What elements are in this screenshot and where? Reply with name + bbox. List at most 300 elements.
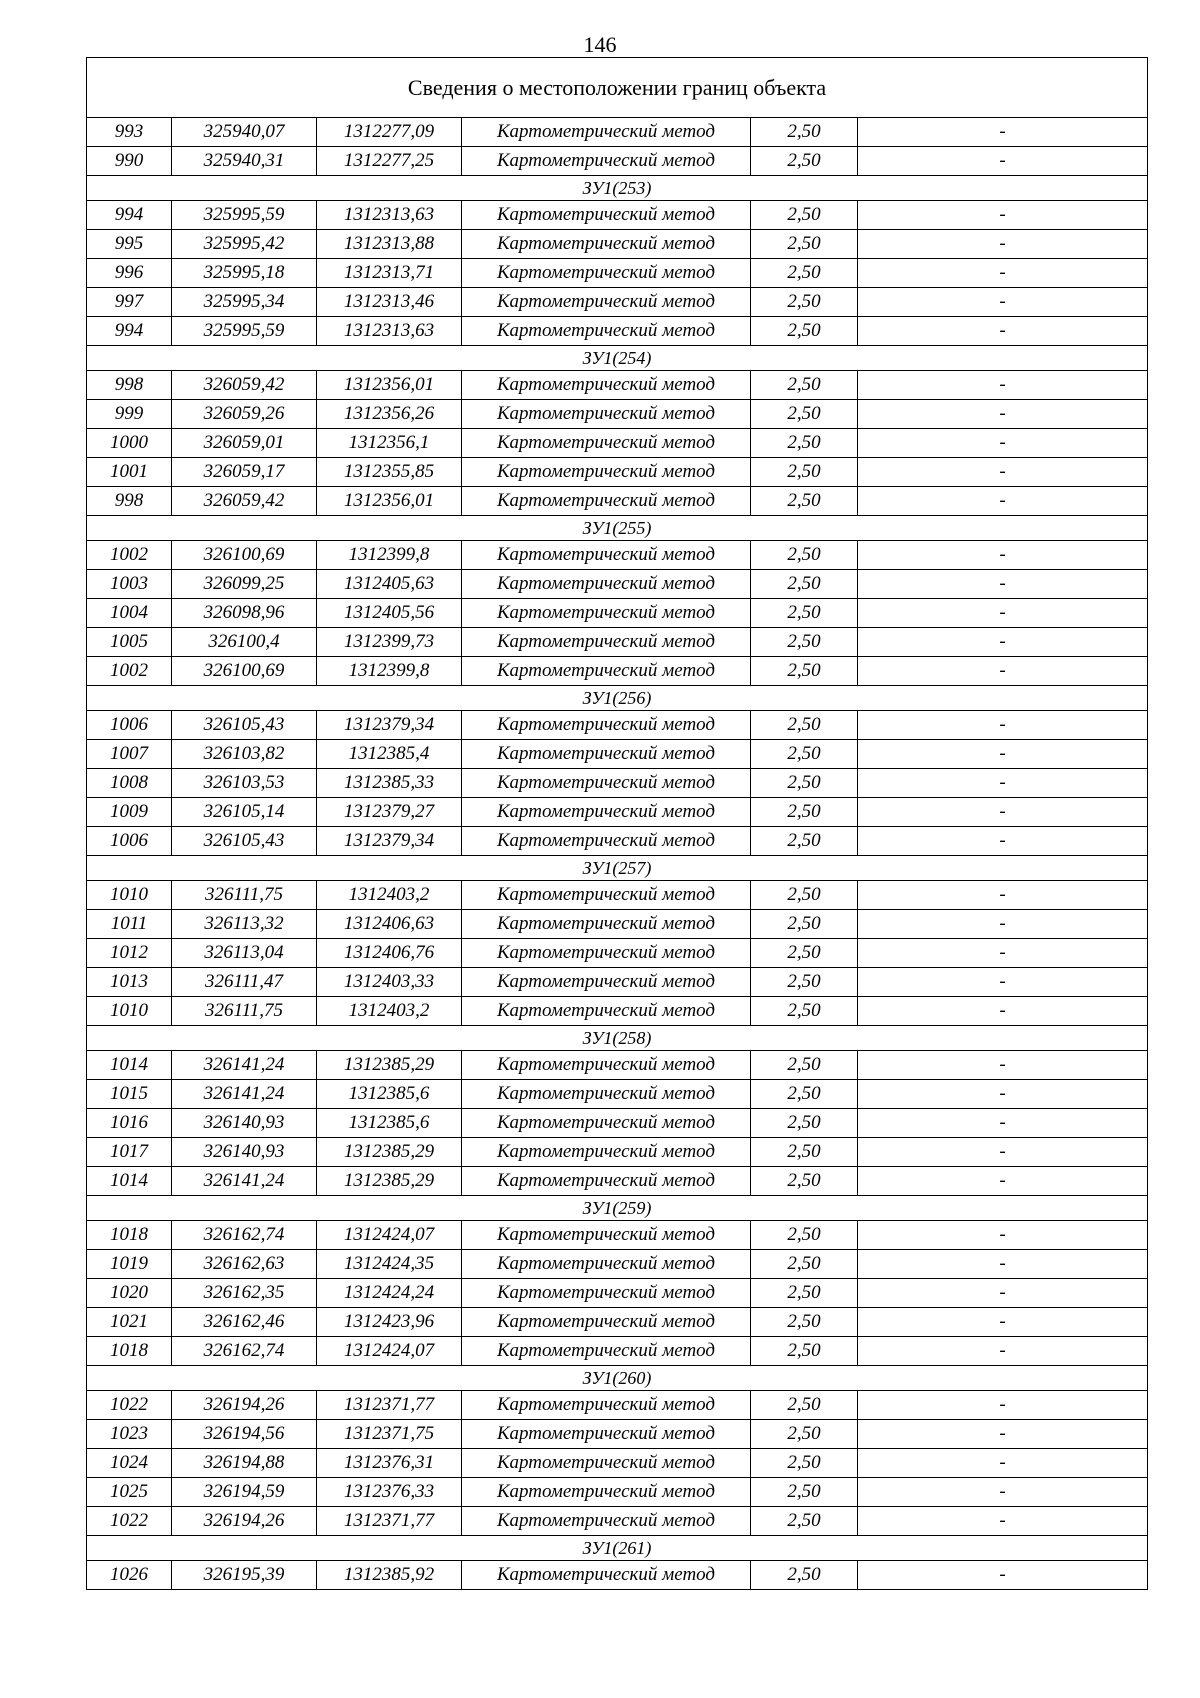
coordinate-y-cell: 1312277,25	[317, 147, 462, 176]
table-row	[87, 317, 1148, 346]
note-cell: -	[858, 910, 1148, 939]
point-number-cell: 994	[87, 317, 172, 346]
coordinate-x-cell: 326059,17	[172, 458, 317, 487]
note-cell: -	[858, 1308, 1148, 1337]
point-number-cell: 1020	[87, 1279, 172, 1308]
note-cell: -	[858, 1478, 1148, 1507]
accuracy-cell: 2,50	[751, 201, 858, 230]
accuracy-cell: 2,50	[751, 769, 858, 798]
method-cell: Картометрический метод	[462, 1449, 751, 1478]
coordinate-y-cell: 1312385,92	[317, 1561, 462, 1590]
parcel-group-label: ЗУ1(254)	[87, 346, 1148, 371]
note-cell: -	[858, 881, 1148, 910]
table-row	[87, 1507, 1148, 1536]
accuracy-cell: 2,50	[751, 1051, 858, 1080]
coordinate-y-cell: 1312405,56	[317, 599, 462, 628]
method-cell: Картометрический метод	[462, 1080, 751, 1109]
method-cell: Картометрический метод	[462, 1138, 751, 1167]
accuracy-cell: 2,50	[751, 317, 858, 346]
table-row	[87, 798, 1148, 827]
method-cell: Картометрический метод	[462, 259, 751, 288]
coordinate-x-cell: 326141,24	[172, 1051, 317, 1080]
method-cell: Картометрический метод	[462, 827, 751, 856]
table-row	[87, 1279, 1148, 1308]
method-cell: Картометрический метод	[462, 201, 751, 230]
method-cell: Картометрический метод	[462, 599, 751, 628]
coordinate-x-cell: 326162,35	[172, 1279, 317, 1308]
coordinate-y-cell: 1312385,29	[317, 1051, 462, 1080]
note-cell: -	[858, 1279, 1148, 1308]
coordinate-y-cell: 1312399,73	[317, 628, 462, 657]
note-cell: -	[858, 939, 1148, 968]
note-cell: -	[858, 570, 1148, 599]
coordinate-x-cell: 326059,42	[172, 371, 317, 400]
coordinate-x-cell: 326194,26	[172, 1507, 317, 1536]
point-number-cell: 1016	[87, 1109, 172, 1138]
coordinate-y-cell: 1312385,29	[317, 1138, 462, 1167]
point-number-cell: 994	[87, 201, 172, 230]
note-cell: -	[858, 997, 1148, 1026]
point-number-cell: 1001	[87, 458, 172, 487]
table-row	[87, 939, 1148, 968]
note-cell: -	[858, 118, 1148, 147]
table-row	[87, 1391, 1148, 1420]
coordinate-x-cell: 326194,56	[172, 1420, 317, 1449]
page-number: 146	[583, 32, 617, 57]
parcel-group-row	[87, 516, 1148, 541]
accuracy-cell: 2,50	[751, 570, 858, 599]
accuracy-cell: 2,50	[751, 1167, 858, 1196]
coordinate-y-cell: 1312313,63	[317, 201, 462, 230]
note-cell: -	[858, 1507, 1148, 1536]
coordinate-y-cell: 1312313,63	[317, 317, 462, 346]
table-title: Сведения о местоположении границ объекта	[87, 58, 1148, 118]
point-number-cell: 1007	[87, 740, 172, 769]
method-cell: Картометрический метод	[462, 769, 751, 798]
accuracy-cell: 2,50	[751, 968, 858, 997]
accuracy-cell: 2,50	[751, 827, 858, 856]
parcel-group-row	[87, 1366, 1148, 1391]
coordinate-x-cell: 325940,31	[172, 147, 317, 176]
point-number-cell: 1003	[87, 570, 172, 599]
coordinate-x-cell: 326141,24	[172, 1080, 317, 1109]
point-number-cell: 1010	[87, 881, 172, 910]
table-row	[87, 711, 1148, 740]
method-cell: Картометрический метод	[462, 939, 751, 968]
note-cell: -	[858, 371, 1148, 400]
method-cell: Картометрический метод	[462, 1337, 751, 1366]
note-cell: -	[858, 599, 1148, 628]
accuracy-cell: 2,50	[751, 1138, 858, 1167]
table-row	[87, 288, 1148, 317]
table-row	[87, 1337, 1148, 1366]
coordinate-y-cell: 1312403,2	[317, 997, 462, 1026]
accuracy-cell: 2,50	[751, 599, 858, 628]
table-row	[87, 1478, 1148, 1507]
parcel-group-label: ЗУ1(257)	[87, 856, 1148, 881]
coordinate-y-cell: 1312313,46	[317, 288, 462, 317]
accuracy-cell: 2,50	[751, 1279, 858, 1308]
point-number-cell: 1006	[87, 711, 172, 740]
method-cell: Картометрический метод	[462, 628, 751, 657]
coordinate-y-cell: 1312406,63	[317, 910, 462, 939]
coordinate-y-cell: 1312376,33	[317, 1478, 462, 1507]
accuracy-cell: 2,50	[751, 118, 858, 147]
method-cell: Картометрический метод	[462, 458, 751, 487]
table-row	[87, 259, 1148, 288]
method-cell: Картометрический метод	[462, 1250, 751, 1279]
accuracy-cell: 2,50	[751, 711, 858, 740]
accuracy-cell: 2,50	[751, 1561, 858, 1590]
accuracy-cell: 2,50	[751, 1420, 858, 1449]
method-cell: Картометрический метод	[462, 147, 751, 176]
note-cell: -	[858, 711, 1148, 740]
parcel-group-label: ЗУ1(261)	[87, 1536, 1148, 1561]
table-row	[87, 827, 1148, 856]
point-number-cell: 1018	[87, 1337, 172, 1366]
coordinate-x-cell: 326103,53	[172, 769, 317, 798]
note-cell: -	[858, 1080, 1148, 1109]
parcel-group-label: ЗУ1(256)	[87, 686, 1148, 711]
coordinate-y-cell: 1312379,27	[317, 798, 462, 827]
coordinate-x-cell: 326098,96	[172, 599, 317, 628]
coordinate-x-cell: 326105,14	[172, 798, 317, 827]
coordinate-y-cell: 1312423,96	[317, 1308, 462, 1337]
point-number-cell: 1010	[87, 997, 172, 1026]
method-cell: Картометрический метод	[462, 997, 751, 1026]
parcel-group-label: ЗУ1(255)	[87, 516, 1148, 541]
point-number-cell: 1015	[87, 1080, 172, 1109]
coordinate-y-cell: 1312356,01	[317, 371, 462, 400]
table-header-row	[87, 58, 1148, 118]
table-row	[87, 230, 1148, 259]
table-row	[87, 968, 1148, 997]
coordinate-x-cell: 326100,69	[172, 657, 317, 686]
note-cell: -	[858, 1138, 1148, 1167]
point-number-cell: 1025	[87, 1478, 172, 1507]
accuracy-cell: 2,50	[751, 487, 858, 516]
point-number-cell: 1026	[87, 1561, 172, 1590]
coordinate-x-cell: 325995,18	[172, 259, 317, 288]
note-cell: -	[858, 1221, 1148, 1250]
point-number-cell: 1002	[87, 541, 172, 570]
method-cell: Картометрический метод	[462, 541, 751, 570]
note-cell: -	[858, 400, 1148, 429]
note-cell: -	[858, 1167, 1148, 1196]
table-row	[87, 400, 1148, 429]
note-cell: -	[858, 657, 1148, 686]
coordinate-x-cell: 326194,26	[172, 1391, 317, 1420]
point-number-cell: 1022	[87, 1391, 172, 1420]
accuracy-cell: 2,50	[751, 541, 858, 570]
note-cell: -	[858, 1250, 1148, 1279]
accuracy-cell: 2,50	[751, 458, 858, 487]
coordinate-x-cell: 326162,74	[172, 1337, 317, 1366]
note-cell: -	[858, 288, 1148, 317]
method-cell: Картометрический метод	[462, 910, 751, 939]
accuracy-cell: 2,50	[751, 740, 858, 769]
table-row	[87, 881, 1148, 910]
point-number-cell: 995	[87, 230, 172, 259]
accuracy-cell: 2,50	[751, 371, 858, 400]
coordinate-x-cell: 326105,43	[172, 711, 317, 740]
method-cell: Картометрический метод	[462, 1478, 751, 1507]
coordinate-y-cell: 1312313,71	[317, 259, 462, 288]
coordinate-x-cell: 326099,25	[172, 570, 317, 599]
note-cell: -	[858, 798, 1148, 827]
method-cell: Картометрический метод	[462, 740, 751, 769]
parcel-group-row	[87, 176, 1148, 201]
note-cell: -	[858, 1561, 1148, 1590]
table-row	[87, 769, 1148, 798]
accuracy-cell: 2,50	[751, 1391, 858, 1420]
method-cell: Картометрический метод	[462, 429, 751, 458]
note-cell: -	[858, 1420, 1148, 1449]
accuracy-cell: 2,50	[751, 230, 858, 259]
table-row	[87, 1308, 1148, 1337]
table-row	[87, 599, 1148, 628]
accuracy-cell: 2,50	[751, 1449, 858, 1478]
accuracy-cell: 2,50	[751, 1308, 858, 1337]
coordinate-x-cell: 326194,88	[172, 1449, 317, 1478]
coordinate-x-cell: 326140,93	[172, 1138, 317, 1167]
table-row	[87, 1109, 1148, 1138]
accuracy-cell: 2,50	[751, 147, 858, 176]
accuracy-cell: 2,50	[751, 1507, 858, 1536]
coordinate-y-cell: 1312371,75	[317, 1420, 462, 1449]
coordinate-y-cell: 1312371,77	[317, 1507, 462, 1536]
coordinate-y-cell: 1312424,24	[317, 1279, 462, 1308]
point-number-cell: 1008	[87, 769, 172, 798]
coordinate-x-cell: 326113,32	[172, 910, 317, 939]
table-row	[87, 118, 1148, 147]
method-cell: Картометрический метод	[462, 1167, 751, 1196]
table-row	[87, 1051, 1148, 1080]
table-row	[87, 1167, 1148, 1196]
table-row	[87, 1138, 1148, 1167]
coordinate-x-cell: 326103,82	[172, 740, 317, 769]
point-number-cell: 1019	[87, 1250, 172, 1279]
point-number-cell: 1013	[87, 968, 172, 997]
coordinate-y-cell: 1312385,29	[317, 1167, 462, 1196]
point-number-cell: 993	[87, 118, 172, 147]
parcel-group-row	[87, 856, 1148, 881]
coordinate-y-cell: 1312277,09	[317, 118, 462, 147]
point-number-cell: 1006	[87, 827, 172, 856]
note-cell: -	[858, 230, 1148, 259]
table-row	[87, 541, 1148, 570]
table-row	[87, 1561, 1148, 1590]
method-cell: Картометрический метод	[462, 968, 751, 997]
coordinate-y-cell: 1312399,8	[317, 657, 462, 686]
point-number-cell: 1005	[87, 628, 172, 657]
accuracy-cell: 2,50	[751, 429, 858, 458]
coordinate-x-cell: 326059,01	[172, 429, 317, 458]
point-number-cell: 998	[87, 371, 172, 400]
coordinate-x-cell: 326100,69	[172, 541, 317, 570]
table-row	[87, 1250, 1148, 1279]
table-row	[87, 997, 1148, 1026]
coordinate-y-cell: 1312379,34	[317, 827, 462, 856]
coordinate-x-cell: 326140,93	[172, 1109, 317, 1138]
parcel-group-row	[87, 1536, 1148, 1561]
coordinate-y-cell: 1312313,88	[317, 230, 462, 259]
method-cell: Картометрический метод	[462, 400, 751, 429]
note-cell: -	[858, 259, 1148, 288]
coordinate-x-cell: 325940,07	[172, 118, 317, 147]
parcel-group-row	[87, 346, 1148, 371]
parcel-group-label: ЗУ1(253)	[87, 176, 1148, 201]
coordinate-y-cell: 1312355,85	[317, 458, 462, 487]
accuracy-cell: 2,50	[751, 939, 858, 968]
method-cell: Картометрический метод	[462, 1308, 751, 1337]
point-number-cell: 1018	[87, 1221, 172, 1250]
accuracy-cell: 2,50	[751, 881, 858, 910]
method-cell: Картометрический метод	[462, 798, 751, 827]
method-cell: Картометрический метод	[462, 230, 751, 259]
method-cell: Картометрический метод	[462, 317, 751, 346]
accuracy-cell: 2,50	[751, 400, 858, 429]
method-cell: Картометрический метод	[462, 711, 751, 740]
note-cell: -	[858, 429, 1148, 458]
note-cell: -	[858, 317, 1148, 346]
parcel-group-row	[87, 686, 1148, 711]
point-number-cell: 1023	[87, 1420, 172, 1449]
accuracy-cell: 2,50	[751, 1221, 858, 1250]
method-cell: Картометрический метод	[462, 1051, 751, 1080]
table-row	[87, 657, 1148, 686]
method-cell: Картометрический метод	[462, 1391, 751, 1420]
point-number-cell: 997	[87, 288, 172, 317]
note-cell: -	[858, 1109, 1148, 1138]
accuracy-cell: 2,50	[751, 1337, 858, 1366]
accuracy-cell: 2,50	[751, 910, 858, 939]
point-number-cell: 999	[87, 400, 172, 429]
point-number-cell: 990	[87, 147, 172, 176]
point-number-cell: 1022	[87, 1507, 172, 1536]
method-cell: Картометрический метод	[462, 657, 751, 686]
coordinate-x-cell: 326111,47	[172, 968, 317, 997]
note-cell: -	[858, 628, 1148, 657]
parcel-group-row	[87, 1196, 1148, 1221]
table-row	[87, 1449, 1148, 1478]
point-number-cell: 1024	[87, 1449, 172, 1478]
table-row	[87, 910, 1148, 939]
coordinate-y-cell: 1312385,6	[317, 1109, 462, 1138]
table-row	[87, 740, 1148, 769]
note-cell: -	[858, 458, 1148, 487]
accuracy-cell: 2,50	[751, 1250, 858, 1279]
coordinate-x-cell: 326111,75	[172, 997, 317, 1026]
coordinate-y-cell: 1312385,6	[317, 1080, 462, 1109]
method-cell: Картометрический метод	[462, 1279, 751, 1308]
note-cell: -	[858, 541, 1148, 570]
method-cell: Картометрический метод	[462, 1420, 751, 1449]
note-cell: -	[858, 487, 1148, 516]
coordinate-y-cell: 1312376,31	[317, 1449, 462, 1478]
point-number-cell: 1014	[87, 1167, 172, 1196]
table-row	[87, 458, 1148, 487]
table-row	[87, 371, 1148, 400]
method-cell: Картометрический метод	[462, 487, 751, 516]
table-row	[87, 147, 1148, 176]
note-cell: -	[858, 827, 1148, 856]
coordinate-y-cell: 1312406,76	[317, 939, 462, 968]
method-cell: Картометрический метод	[462, 288, 751, 317]
table-row	[87, 201, 1148, 230]
accuracy-cell: 2,50	[751, 259, 858, 288]
accuracy-cell: 2,50	[751, 1109, 858, 1138]
coordinate-y-cell: 1312356,01	[317, 487, 462, 516]
point-number-cell: 1012	[87, 939, 172, 968]
point-number-cell: 1009	[87, 798, 172, 827]
method-cell: Картометрический метод	[462, 570, 751, 599]
accuracy-cell: 2,50	[751, 798, 858, 827]
coordinate-x-cell: 325995,42	[172, 230, 317, 259]
accuracy-cell: 2,50	[751, 628, 858, 657]
table-row	[87, 429, 1148, 458]
method-cell: Картометрический метод	[462, 1507, 751, 1536]
point-number-cell: 1021	[87, 1308, 172, 1337]
coordinate-x-cell: 326194,59	[172, 1478, 317, 1507]
method-cell: Картометрический метод	[462, 1109, 751, 1138]
coordinate-x-cell: 325995,59	[172, 201, 317, 230]
coordinate-y-cell: 1312424,07	[317, 1337, 462, 1366]
point-number-cell: 1002	[87, 657, 172, 686]
method-cell: Картометрический метод	[462, 881, 751, 910]
note-cell: -	[858, 769, 1148, 798]
method-cell: Картометрический метод	[462, 1221, 751, 1250]
boundary-coordinates-table	[86, 57, 1148, 1590]
coordinate-x-cell: 326195,39	[172, 1561, 317, 1590]
note-cell: -	[858, 1051, 1148, 1080]
coordinate-x-cell: 326105,43	[172, 827, 317, 856]
coordinate-y-cell: 1312399,8	[317, 541, 462, 570]
coordinate-y-cell: 1312385,33	[317, 769, 462, 798]
point-number-cell: 1000	[87, 429, 172, 458]
accuracy-cell: 2,50	[751, 288, 858, 317]
note-cell: -	[858, 968, 1148, 997]
parcel-group-label: ЗУ1(259)	[87, 1196, 1148, 1221]
parcel-group-label: ЗУ1(260)	[87, 1366, 1148, 1391]
coordinate-y-cell: 1312379,34	[317, 711, 462, 740]
coordinate-x-cell: 326141,24	[172, 1167, 317, 1196]
coordinate-y-cell: 1312356,26	[317, 400, 462, 429]
coordinate-x-cell: 326059,26	[172, 400, 317, 429]
coordinate-y-cell: 1312385,4	[317, 740, 462, 769]
parcel-group-label: ЗУ1(258)	[87, 1026, 1148, 1051]
coordinate-x-cell: 325995,34	[172, 288, 317, 317]
coordinate-y-cell: 1312371,77	[317, 1391, 462, 1420]
table-row	[87, 1221, 1148, 1250]
coordinate-x-cell: 326100,4	[172, 628, 317, 657]
coordinate-y-cell: 1312403,2	[317, 881, 462, 910]
coordinate-y-cell: 1312424,35	[317, 1250, 462, 1279]
coordinate-x-cell: 326162,46	[172, 1308, 317, 1337]
note-cell: -	[858, 147, 1148, 176]
note-cell: -	[858, 1449, 1148, 1478]
method-cell: Картометрический метод	[462, 1561, 751, 1590]
point-number-cell: 998	[87, 487, 172, 516]
accuracy-cell: 2,50	[751, 657, 858, 686]
note-cell: -	[858, 740, 1148, 769]
table-body	[87, 58, 1148, 1590]
point-number-cell: 1014	[87, 1051, 172, 1080]
coordinate-x-cell: 325995,59	[172, 317, 317, 346]
point-number-cell: 996	[87, 259, 172, 288]
point-number-cell: 1011	[87, 910, 172, 939]
coordinate-y-cell: 1312403,33	[317, 968, 462, 997]
